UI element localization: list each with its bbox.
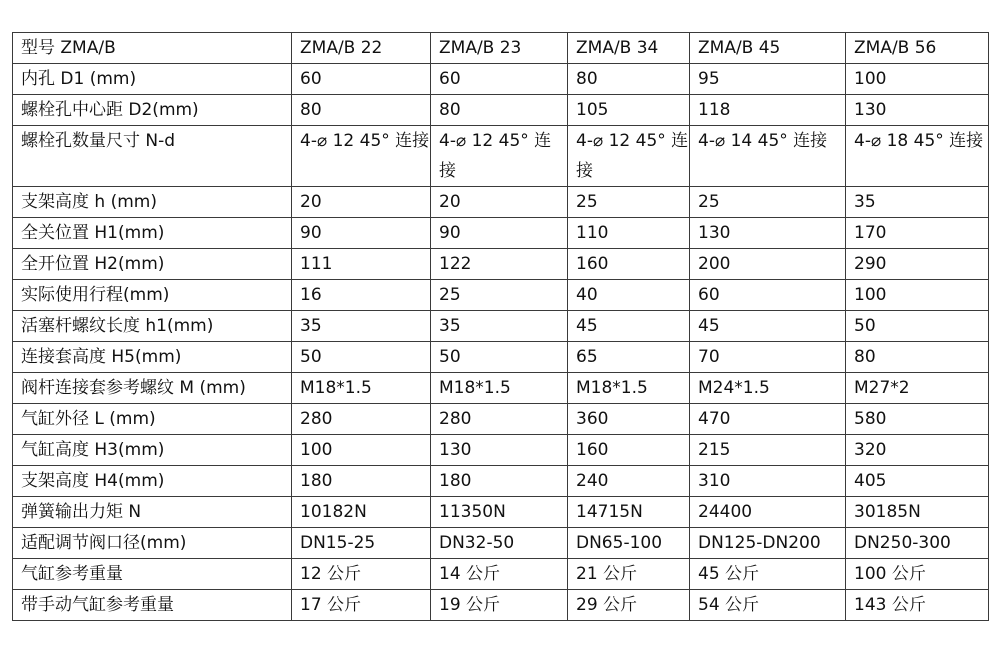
table-cell: DN32-50 (431, 528, 568, 559)
table-cell: 240 (568, 466, 690, 497)
table-row (13, 95, 989, 126)
table-cell: 4-⌀ 12 45° 连接 (568, 126, 690, 187)
table-cell: 80 (846, 342, 989, 373)
table-cell: 470 (690, 404, 846, 435)
table-cell: 320 (846, 435, 989, 466)
table-cell: 16 (292, 280, 431, 311)
row-label: 阀杆连接套参考螺纹 M (mm) (13, 373, 292, 404)
table-cell: M27*2 (846, 373, 989, 404)
table-cell: 65 (568, 342, 690, 373)
table-cell: 4-⌀ 14 45° 连接 (690, 126, 846, 187)
table-cell: 4-⌀ 12 45° 连接 (292, 126, 431, 187)
row-label: 全关位置 H1(mm) (13, 218, 292, 249)
table-cell: 122 (431, 249, 568, 280)
table-cell: 100 公斤 (846, 559, 989, 590)
row-label: 活塞杆螺纹长度 h1(mm) (13, 311, 292, 342)
table-cell: 20 (431, 187, 568, 218)
model-header: ZMA/B 56 (846, 33, 989, 64)
table-cell: DN65-100 (568, 528, 690, 559)
row-label: 螺栓孔数量尺寸 N-d (13, 126, 292, 187)
table-cell: 45 (568, 311, 690, 342)
table-cell: 360 (568, 404, 690, 435)
table-row (13, 590, 989, 621)
table-cell: 60 (431, 64, 568, 95)
table-cell: 580 (846, 404, 989, 435)
table-cell: 110 (568, 218, 690, 249)
table-cell: 14715N (568, 497, 690, 528)
table-cell: 25 (690, 187, 846, 218)
model-header: ZMA/B 45 (690, 33, 846, 64)
table-cell: 29 公斤 (568, 590, 690, 621)
row-label: 全开位置 H2(mm) (13, 249, 292, 280)
row-label: 气缸参考重量 (13, 559, 292, 590)
table-cell: 405 (846, 466, 989, 497)
row-label: 适配调节阀口径(mm) (13, 528, 292, 559)
table-cell: 80 (292, 95, 431, 126)
table-cell: 105 (568, 95, 690, 126)
table-cell: 50 (846, 311, 989, 342)
table-row (13, 187, 989, 218)
table-row (13, 528, 989, 559)
row-label: 支架高度 H4(mm) (13, 466, 292, 497)
table-cell: 19 公斤 (431, 590, 568, 621)
table-cell: M18*1.5 (568, 373, 690, 404)
row-label: 气缸高度 H3(mm) (13, 435, 292, 466)
table-row (13, 466, 989, 497)
table-cell: 95 (690, 64, 846, 95)
model-header: ZMA/B 34 (568, 33, 690, 64)
table-row (13, 249, 989, 280)
table-cell: 45 公斤 (690, 559, 846, 590)
table-cell: 80 (431, 95, 568, 126)
table-cell: 45 (690, 311, 846, 342)
table-cell: 4-⌀ 12 45° 连接 (431, 126, 568, 187)
table-cell: DN250-300 (846, 528, 989, 559)
table-cell: 50 (292, 342, 431, 373)
table-cell: 50 (431, 342, 568, 373)
row-label: 弹簧输出力矩 N (13, 497, 292, 528)
table-cell: 90 (292, 218, 431, 249)
table-cell: 25 (568, 187, 690, 218)
table-row (13, 373, 989, 404)
table-row (13, 311, 989, 342)
table-cell: DN125-DN200 (690, 528, 846, 559)
table-cell: 280 (431, 404, 568, 435)
table-cell: 12 公斤 (292, 559, 431, 590)
table-cell: 35 (431, 311, 568, 342)
table-cell: 160 (568, 435, 690, 466)
table-row (13, 218, 989, 249)
table-cell: 30185N (846, 497, 989, 528)
table-cell: 100 (846, 280, 989, 311)
table-row (13, 342, 989, 373)
table-row (13, 64, 989, 95)
table-cell: 11350N (431, 497, 568, 528)
row-label: 实际使用行程(mm) (13, 280, 292, 311)
table-cell: 290 (846, 249, 989, 280)
table-cell: 35 (846, 187, 989, 218)
table-cell: 170 (846, 218, 989, 249)
table-cell: 60 (690, 280, 846, 311)
row-label: 带手动气缸参考重量 (13, 590, 292, 621)
table-cell: 200 (690, 249, 846, 280)
table-row (13, 559, 989, 590)
spec-table (12, 32, 989, 621)
table-cell: M18*1.5 (431, 373, 568, 404)
table-cell: 14 公斤 (431, 559, 568, 590)
table-cell: 143 公斤 (846, 590, 989, 621)
header-label: 型号 ZMA/B (13, 33, 292, 64)
table-cell: 130 (431, 435, 568, 466)
table-cell: 100 (292, 435, 431, 466)
table-cell: DN15-25 (292, 528, 431, 559)
table-cell: 118 (690, 95, 846, 126)
table-cell: 280 (292, 404, 431, 435)
table-cell: 111 (292, 249, 431, 280)
table-cell: 60 (292, 64, 431, 95)
table-cell: 54 公斤 (690, 590, 846, 621)
table-cell: M18*1.5 (292, 373, 431, 404)
row-label: 支架高度 h (mm) (13, 187, 292, 218)
table-cell: 100 (846, 64, 989, 95)
table-row (13, 435, 989, 466)
table-cell: 24400 (690, 497, 846, 528)
row-label: 气缸外径 L (mm) (13, 404, 292, 435)
table-cell: 20 (292, 187, 431, 218)
table-cell: 80 (568, 64, 690, 95)
table-cell: M24*1.5 (690, 373, 846, 404)
table-cell: 180 (431, 466, 568, 497)
table-row (13, 497, 989, 528)
table-cell: 130 (846, 95, 989, 126)
table-cell: 40 (568, 280, 690, 311)
table-cell: 25 (431, 280, 568, 311)
table-cell: 130 (690, 218, 846, 249)
table-cell: 160 (568, 249, 690, 280)
model-header: ZMA/B 22 (292, 33, 431, 64)
table-cell: 21 公斤 (568, 559, 690, 590)
row-label: 螺栓孔中心距 D2(mm) (13, 95, 292, 126)
row-label: 内孔 D1 (mm) (13, 64, 292, 95)
table-row (13, 280, 989, 311)
model-header: ZMA/B 23 (431, 33, 568, 64)
row-label: 连接套高度 H5(mm) (13, 342, 292, 373)
table-cell: 310 (690, 466, 846, 497)
table-row (13, 404, 989, 435)
header-row (13, 33, 989, 64)
table-cell: 70 (690, 342, 846, 373)
table-cell: 215 (690, 435, 846, 466)
table-cell: 180 (292, 466, 431, 497)
table-cell: 17 公斤 (292, 590, 431, 621)
table-cell: 10182N (292, 497, 431, 528)
table-cell: 4-⌀ 18 45° 连接 (846, 126, 989, 187)
table-cell: 90 (431, 218, 568, 249)
table-row (13, 126, 989, 187)
table-cell: 35 (292, 311, 431, 342)
